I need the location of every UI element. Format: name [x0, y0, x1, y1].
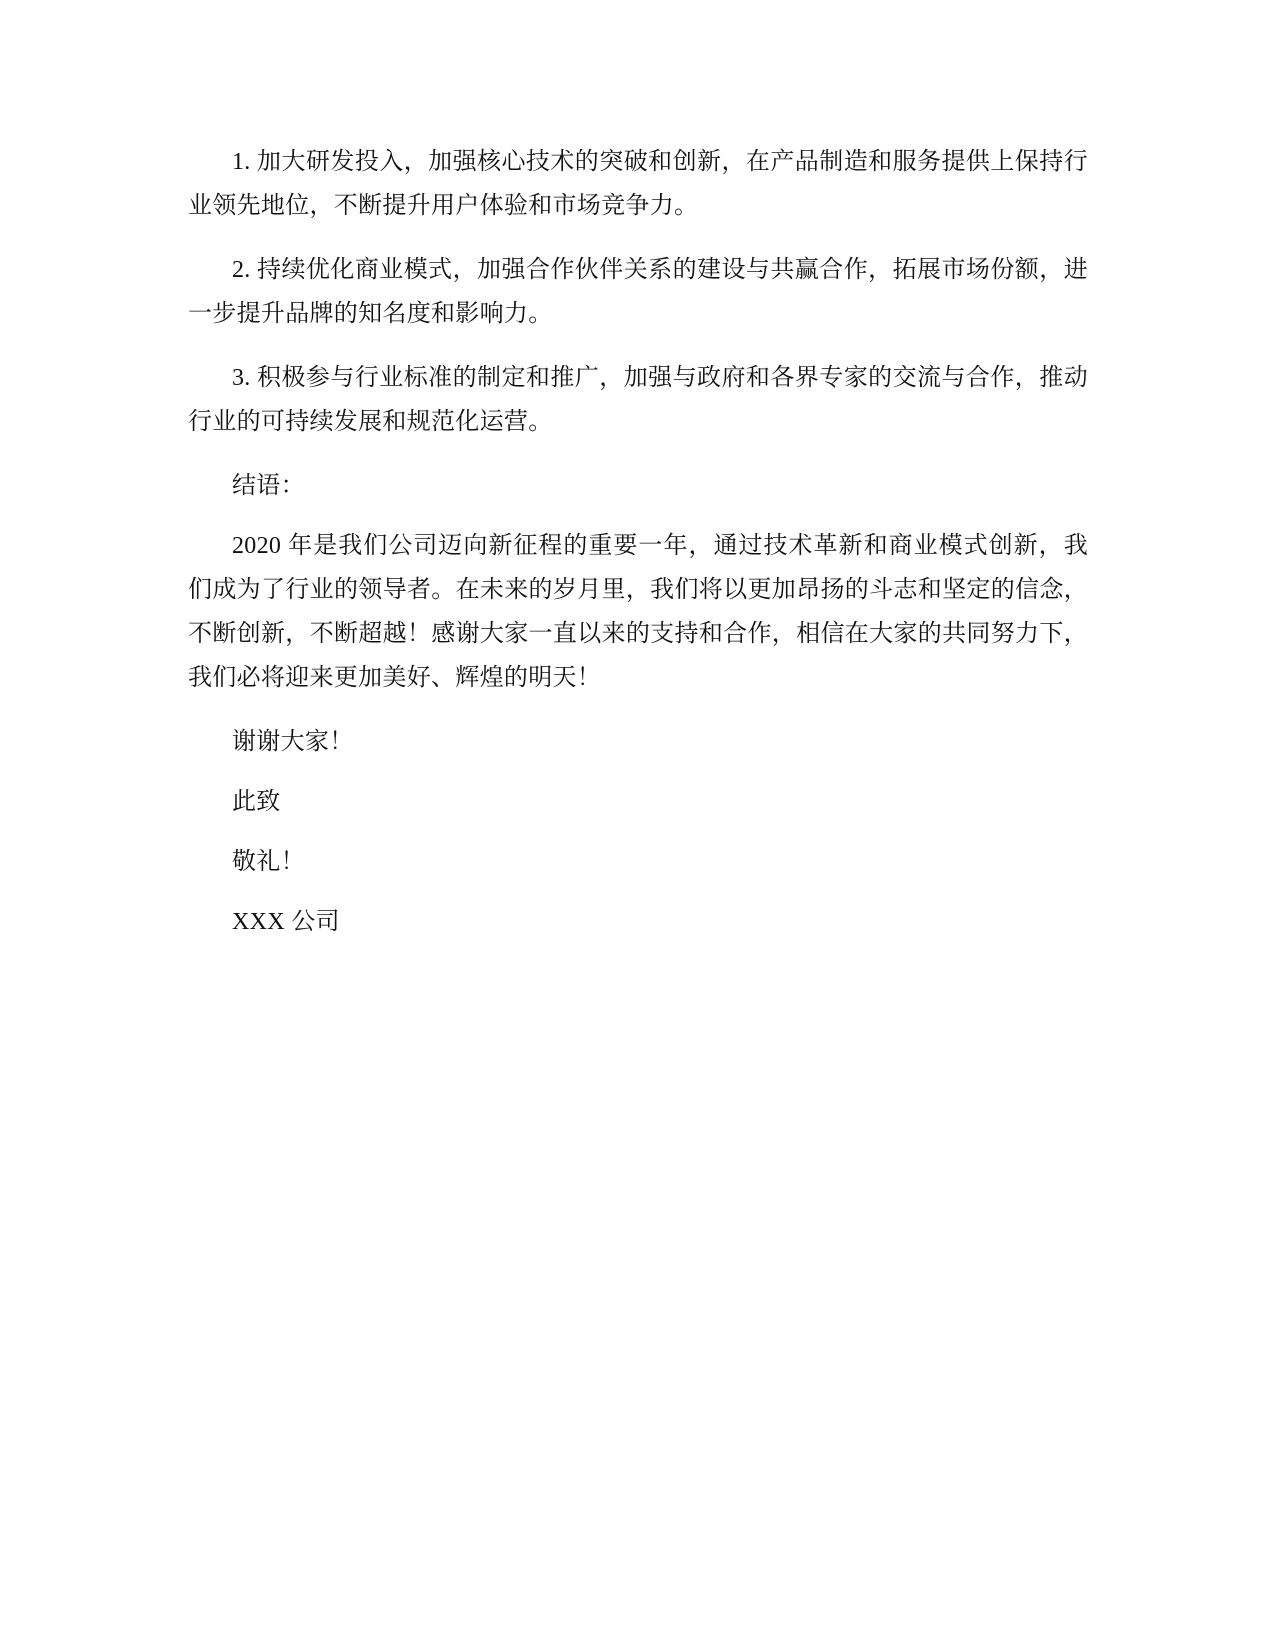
- list-item-1: 1. 加大研发投入，加强核心技术的突破和创新，在产品制造和服务提供上保持行业领先地位，不断提升用户体验和市场竞争力。: [188, 149, 1088, 219]
- conclusion-heading: 结语：: [232, 473, 305, 499]
- conclusion-paragraph: 2020 年是我们公司迈向新征程的重要一年，通过技术革新和商业模式创新，我们成为了行业的领导者。在未来的岁月里，我们将以更加昂扬的斗志和坚定的信念，不断创新，不断超越！感谢大家一直以来的支持和合作，相信在大家的共同努力下，我们必将迎来更加美好、辉煌的明天！: [188, 533, 1088, 691]
- thanks-line: 谢谢大家！: [232, 729, 354, 755]
- list-item-2: 2. 持续优化商业模式，加强合作伙伴关系的建设与共赢合作，拓展市场份额，进一步提升品牌的知名度和影响力。: [188, 257, 1088, 327]
- list-item-3: 3. 积极参与行业标准的制定和推广，加强与政府和各界专家的交流与合作，推动行业的可持续发展和规范化运营。: [188, 365, 1088, 435]
- document-body: [188, 140, 1088, 960]
- closing-salutation: 此致: [232, 789, 281, 815]
- signature-company: XXX 公司: [232, 909, 340, 935]
- closing-respect: 敬礼！: [232, 849, 305, 875]
